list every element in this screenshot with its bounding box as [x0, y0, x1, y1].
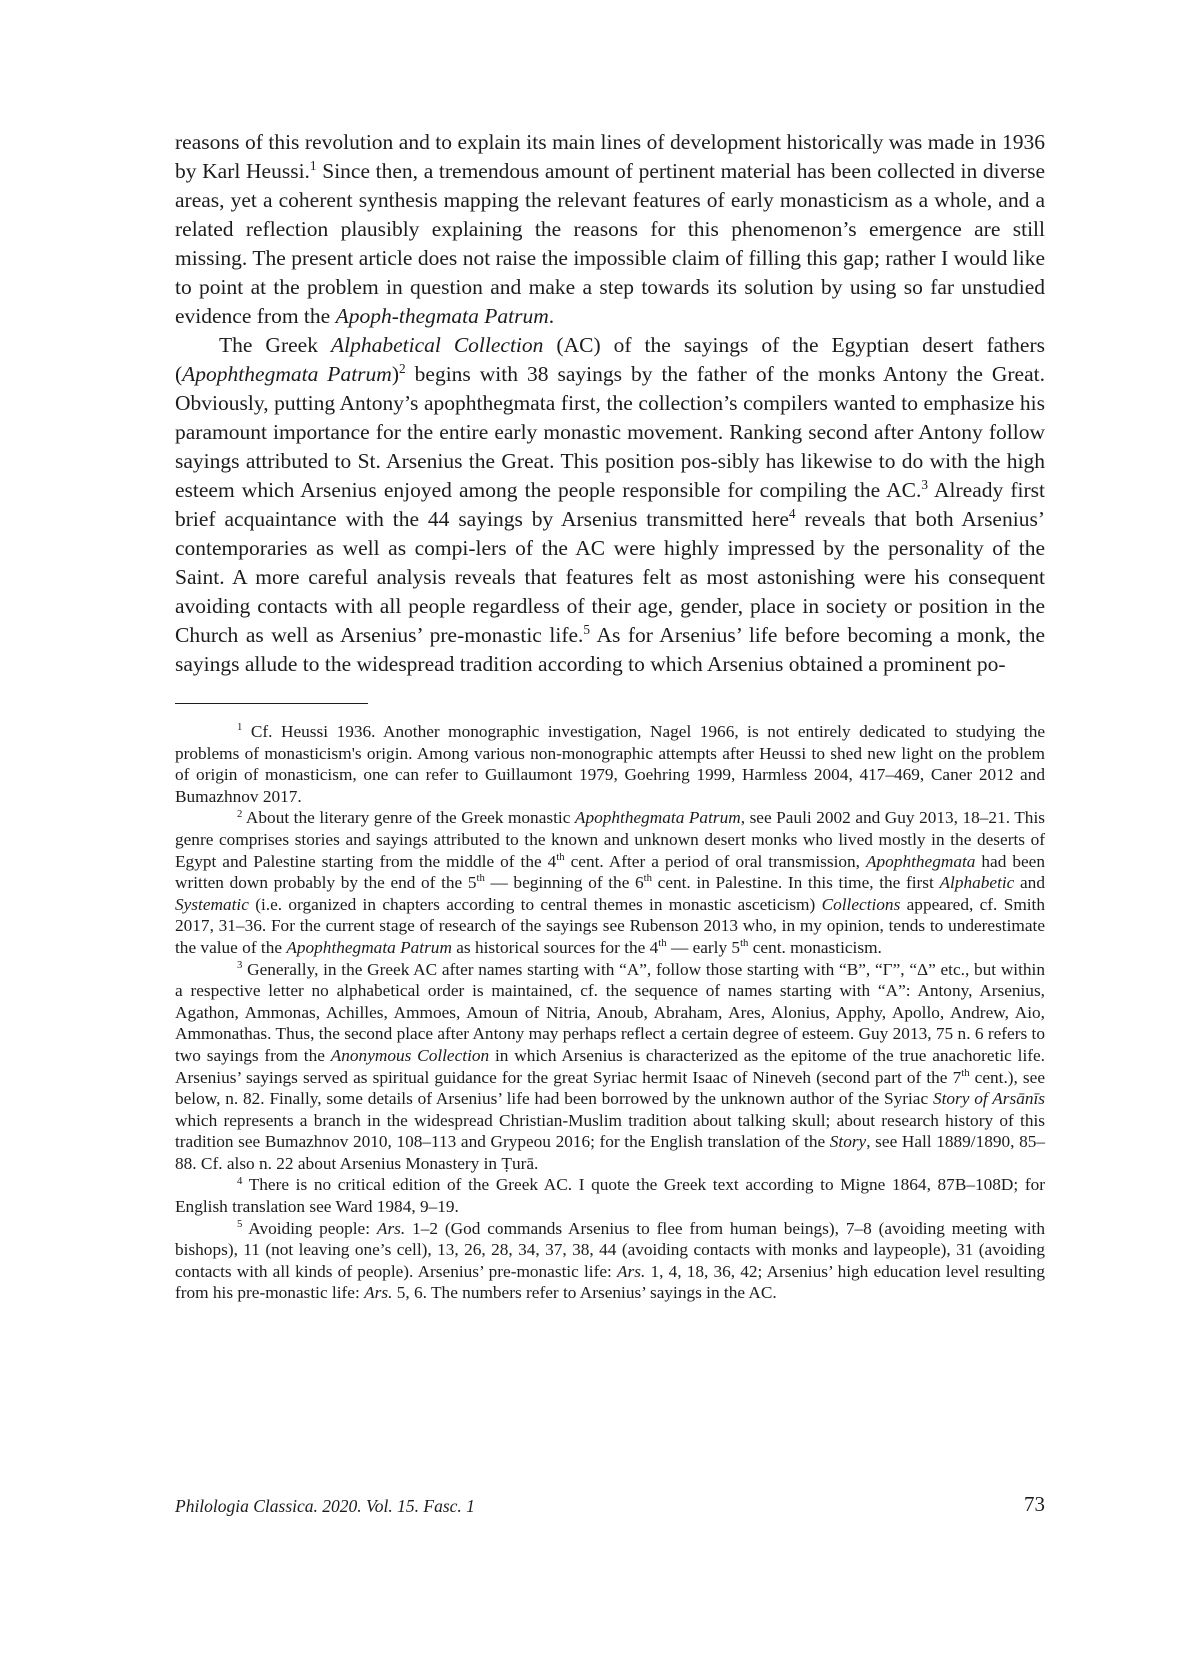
footnote-3: $^3$ Generally, in the Greek AC after names starting with “A”, follow those starting with “B”, “Γ”, “Δ” etc., but within a respective letter no alphabetical order is maintained, cf. the sequence of names starting with “A”: Antony, Arsenius, Agathon, Ammonas, Achilles, Ammoes, Amoun of Nitria, Anoub, Abraham, Ares, Alonius, Apphy, Apollo, Andrew, Aio, Ammonathas. Thus, the second place after Antony may perhaps reflect a certain degree of esteem. Guy 2013, 75 n. 6 refers to two sayings from the Anonymous Collection in which Arsenius is characterized as the epitome of the true anachoretic life. Arsenius’ sayings served as spiritual guidance for the great Syriac hermit Isaac of Nineveh (second part of the 7th cent.), see below, n. 82. Finally, some details of Arsenius’ life had been borrowed by the unknown author of the Syriac Story of Arsānīs which represents a branch in the widespread Christian-Muslim tradition about talking skull; about research history of this tradition see Bumazhnov 2010, 108–113 and Grypeou 2016; for the English translation of the Story, see Hall 1889/1890, 85–88. Cf. also n. 22 about Arsenius Monastery in Ṭurā. — [175, 958, 1046, 1173]
footnote-text: There is no critical edition of the Greek AC. I quote the Greek text according to Migne 1864, 87B–108D; for English translation see Ward 1984, 9–19. — [175, 1175, 1045, 1217]
footnote-ref-3[interactable]: 3 — [921, 476, 929, 492]
text-run: reveals that both Arsenius’ contemporaries as well as compi-lers of the AC were highly impressed by the personality of the Saint. A more careful analysis reveals that features felt as most astonishing were his consequent avoiding contacts with all people regardless of their age, gender, place in society or position in the Church as well as Arsenius’ pre-monastic life. — [175, 507, 1045, 647]
footnote-text: , see Pauli 2002 and Guy 2013, 18–21. This genre comprises stories and sayings attributed to the known and unknown desert monks who lived mostly in the deserts of Egypt and Palestine starting from the middle of the 4 — [175, 808, 1045, 871]
footnote-2: $^2$ About the literary genre of the Greek monastic Apophthegmata Patrum, see Pauli 2002 and Guy 2013, 18–21. This genre comprises stories and sayings attributed to the known and unknown desert monks who lived mostly in the deserts of Egypt and Palestine starting from the middle of the 4th cent. After a period of oral transmission, Apophthegmata had been written down probably by the end of the 5th — beginning of the 6th cent. in Palestine. In this time, the first Alphabetic and Systematic (i.e. organized in chapters according to central themes in monastic asceticism) Collections appeared, cf. Smith 2017, 31–36. For the current stage of research of the sayings see Rubenson 2013 who, in my opinion, tends to underestimate the value of the Apophthegmata Patrum as historical sources for the 4th — early 5th cent. monasticism. — [175, 807, 1045, 957]
text-run: ) — [391, 362, 399, 386]
footnote-4: $^4$ There is no critical edition of the Greek AC. I quote the Greek text according to Migne 1864, 87B–108D; for English translation see Ward 1984, 9–19. — [175, 1174, 1045, 1217]
page-number: 73 — [1024, 1492, 1045, 1516]
italic-title: Anonymous Collection — [330, 1045, 490, 1065]
footnote-text: cent.), see below, n. 82. Finally, some details of Arsenius’ life had been borrowed by the unknown author of the Syriac — [175, 1067, 1045, 1109]
footnote-text: , see Hall 1889/1890, 85–88. Cf. also n. 22 about Arsenius Monastery in Ṭurā. — [175, 1132, 1045, 1173]
ordinal-suffix: th — [556, 850, 565, 863]
footnote-text: in which Arsenius is characterized as the epitome of the true anachoretic life. Arsenius’ sayings served as spiritual guidance for the great Syriac hermit Isaac of Nineveh (second part of the 7 — [175, 1045, 1045, 1087]
footnote-text: cent. in Palestine. In this time, the first — [652, 873, 940, 893]
footnote-1: $^1$ Cf. Heussi 1936. Another monographic investigation, Nagel 1966, is not entirely dedicated to studying the problems of monasticism's origin. Among various non-monographic attempts after Heussi to shed new light on the problem of origin of monasticism, one can refer to Guillaumont 1979, Goehring 1999, Harmless 2004, 417–469, Caner 2012 and Bumazhnov 2017. — [175, 721, 1045, 806]
footnote-ref-1[interactable]: 1 — [309, 157, 317, 173]
text-run: The Greek — [219, 333, 331, 357]
page-content — [175, 128, 1045, 1304]
ordinal-suffix: th — [476, 872, 485, 885]
italic-title: Ars. — [376, 1218, 406, 1238]
text-run: begins with 38 sayings by the father of the monks Antony the Great. Obviously, putting Antony’s apophthegmata first, the collection’s compilers wanted to emphasize his paramount importance for the entire early monastic movement. Ranking second after Antony follow sayings attributed to St. Arsenius the Great. This position pos-sibly has likewise to do with the high esteem which Arsenius enjoyed among the people responsible for compiling the AC. — [175, 362, 1045, 502]
footnote-text: appeared, cf. Smith 2017, 31–36. For the current stage of research of the sayings see Rubenson 2013 who, in my opinion, tends to underestimate the value of the — [175, 894, 1045, 957]
footnote-text: Generally, in the Greek AC after names starting with “A”, follow those starting with “B”, “Γ”, “Δ” etc., but within a respective letter no alphabetical order is maintained, cf. the sequence of names starting with “A”: Antony, Arsenius, Agathon, Ammonas, Achilles, Ammoes, Amoun of Nitria, Anoub, Abraham, Ares, Alonius, Apphy, Apollo, Andrew, Aio, Ammonathas. Thus, the second place after Antony may perhaps reflect a certain degree of esteem. Guy 2013, 75 n. 6 refers to two sayings from the — [175, 959, 1045, 1065]
paragraph-1 — [175, 128, 1045, 331]
footnote-text: which represents a branch in the widespread Christian-Muslim tradition about talking skull; about research history of this tradition see Bumazhnov 2010, 108–113 and Grypeou 2016; for the English translation of the — [175, 1110, 1045, 1152]
text-run: Already first brief acquaintance with the 44 sayings by Arsenius transmitted here — [175, 478, 1045, 531]
italic-title: Apophthegmata Patrum — [574, 808, 741, 828]
footnote-divider — [175, 703, 368, 704]
italic-title: Ars. — [364, 1283, 393, 1303]
footnote-5: $^5$ Avoiding people: Ars. 1–2 (God commands Arsenius to flee from human beings), 7–8 (avoiding meeting with bishops), 11 (not leaving one’s cell), 13, 26, 28, 34, 37, 38, 44 (avoiding contacts with monks and laypeople), 31 (avoiding contacts with all kinds of people). Arsenius’ pre-monastic life: Ars. 1, 4, 18, 36, 42; Arsenius’ high education level resulting from his pre-monastic life: Ars. 5, 6. The numbers refer to Arsenius’ sayings in the AC. — [175, 1217, 1045, 1303]
footnote-text: Cf. Heussi 1936. Another monographic investigation, Nagel 1966, is not entirely dedicated to studying the problems of monasticism's origin. Among various non-monographic attempts after Heussi to shed new light on the problem of origin of monasticism, one can refer to Guillaumont 1979, Goehring 1999, Harmless 2004, 417–469, Caner 2012 and Bumazhnov 2017. — [175, 722, 1045, 806]
italic-title: Story — [829, 1132, 867, 1152]
footnote-text: and — [1014, 873, 1045, 893]
footnotes — [175, 721, 1045, 1304]
footnote-ref-2[interactable]: 2 — [398, 360, 406, 376]
journal-citation: Philologia Classica. 2020. Vol. 15. Fasc. 1 — [175, 1496, 475, 1516]
footnote-text: 1, 4, 18, 36, 42; Arsenius’ high education level resulting from his pre-monastic life: — [175, 1261, 1045, 1303]
italic-title: Systematic — [175, 894, 249, 914]
paragraph-2 — [175, 331, 1045, 679]
footnote-text: — beginning of the 6 — [484, 873, 644, 893]
footnote-text: Avoiding people: — [242, 1218, 377, 1238]
ordinal-suffix: th — [740, 937, 749, 950]
italic-title: Apophthegmata — [865, 851, 976, 871]
footnote-text: cent. After a period of oral transmission, — [564, 851, 866, 871]
italic-title: Alphabetical Collection — [330, 333, 544, 357]
ordinal-suffix: th — [961, 1066, 970, 1079]
text-run: reasons of this revolution and to explain its main lines of development historically was made in 1936 by Karl Heussi. — [175, 130, 1045, 183]
italic-title: Apoph-thegmata Patrum — [335, 304, 549, 328]
text-run: . — [548, 304, 555, 328]
footnote-text: About the literary genre of the Greek monastic — [242, 808, 575, 828]
footnote-text: 1–2 (God commands Arsenius to flee from human beings), 7–8 (avoiding meeting with bishops), 11 (not leaving one’s cell), 13, 26, 28, 34, 37, 38, 44 (avoiding contacts with monks and laypeople), 31 (avoiding contacts with all kinds of people). Arsenius’ pre-monastic life: — [175, 1218, 1045, 1281]
text-run: Since then, a tremendous amount of pertinent material has been collected in diverse areas, yet a coherent synthesis mapping the relevant features of early monasticism as a whole, and a related reflection plausibly explaining the reasons for this phenomenon’s emergence are still missing. The present article does not raise the impossible claim of filling this gap; rather I would like to point at the problem in question and make a step towards its solution by using so far unstudied evidence from the — [175, 159, 1045, 328]
text-run: (AC) of the sayings of the Egyptian desert fathers ( — [175, 333, 1045, 386]
italic-title: Ars. — [617, 1261, 646, 1281]
footnote-ref-4[interactable]: 4 — [788, 505, 796, 521]
text-run: As for Arsenius’ life before becoming a monk, the sayings allude to the widespread tradition according to which Arsenius obtained a prominent po- — [175, 623, 1045, 676]
main-text — [175, 128, 1045, 679]
italic-title: Apophthegmata Patrum — [182, 362, 392, 386]
ordinal-suffix: th — [658, 937, 667, 950]
italic-title: Collections — [821, 894, 901, 914]
footnote-ref-5[interactable]: 5 — [583, 621, 591, 637]
footnote-text: — early 5 — [666, 937, 741, 957]
italic-title: Story of Arsānīs — [932, 1089, 1046, 1109]
footnote-text: as historical sources for the 4 — [451, 937, 659, 957]
footnote-text: (i.e. organized in chapters according to central themes in monastic asceticism) — [248, 894, 822, 914]
italic-title: Alphabetic — [939, 873, 1015, 893]
ordinal-suffix: th — [643, 872, 652, 885]
footnote-text: had been written down probably by the end of the 5 — [175, 851, 1045, 893]
footnote-text: cent. monasticism. — [748, 937, 882, 957]
footnote-text: 5, 6. The numbers refer to Arsenius’ sayings in the AC. — [392, 1283, 777, 1303]
italic-title: Apophthegmata Patrum — [286, 937, 452, 957]
